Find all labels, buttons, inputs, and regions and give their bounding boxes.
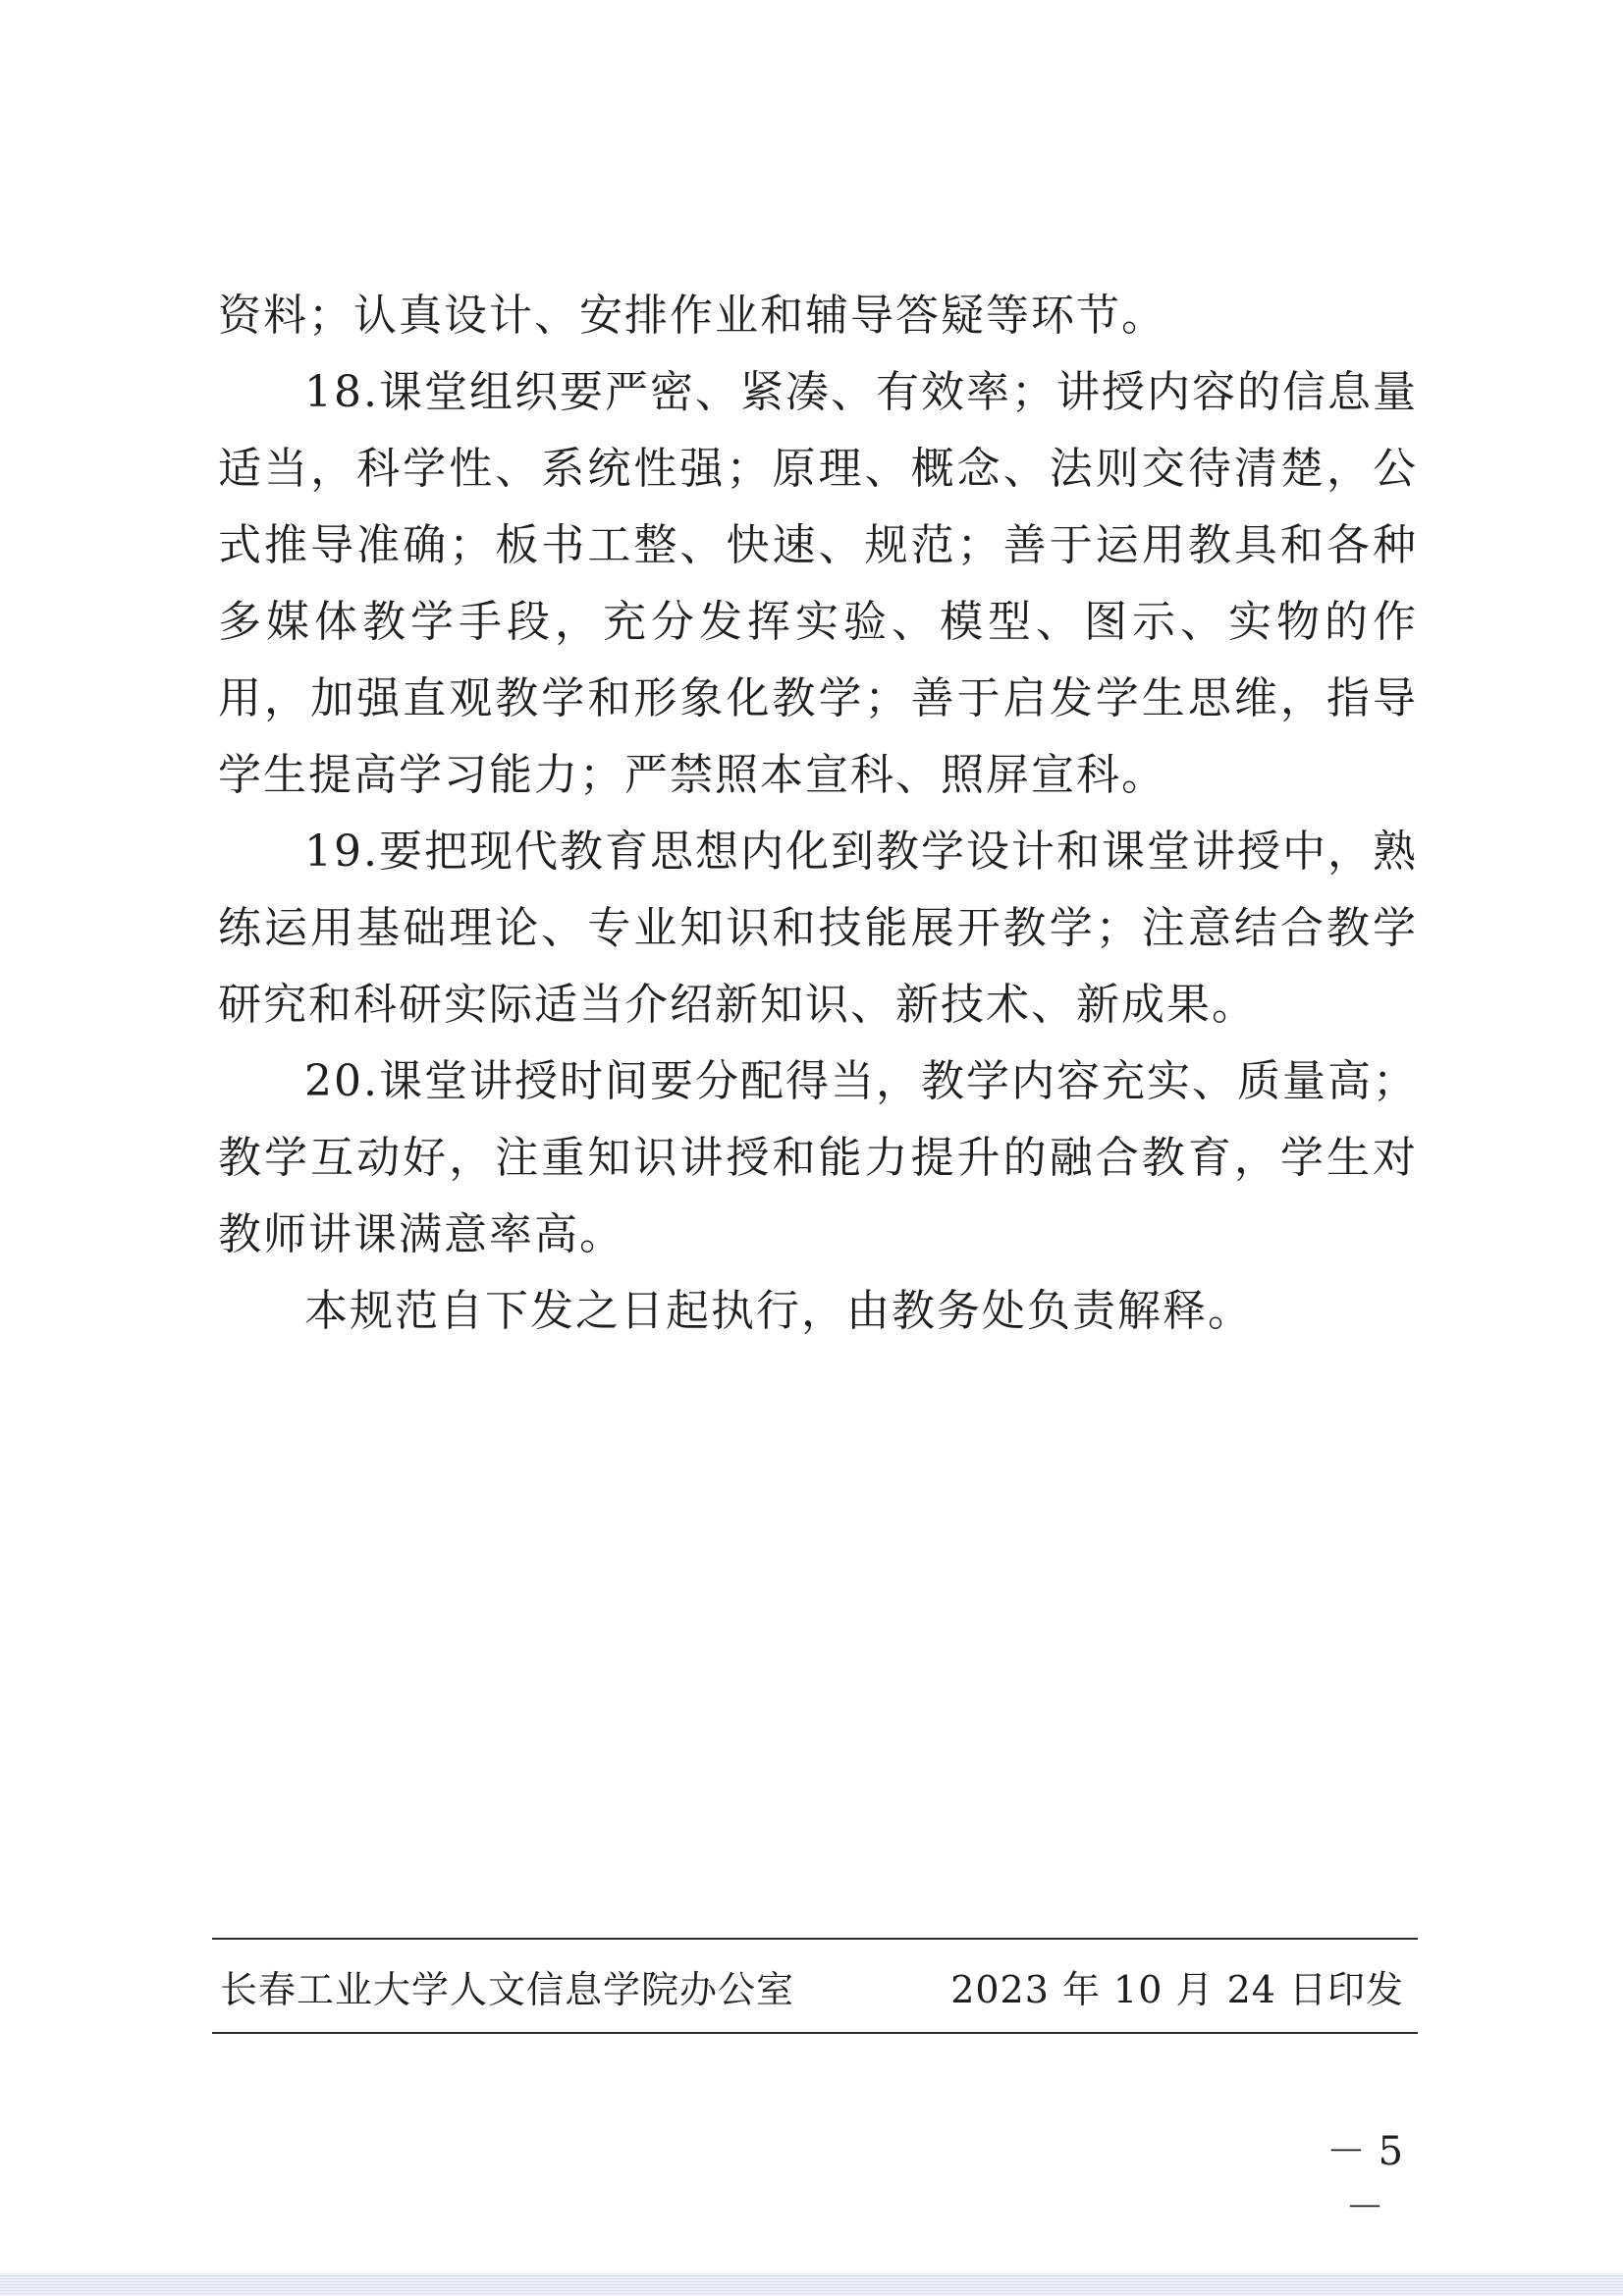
paragraph-item-20: 20.课堂讲授时间要分配得当，教学内容充实、质量高；教学互动好，注重知识讲授和能力提升的融合教育，学生对教师讲课满意率高。 xyxy=(218,1056,1418,1259)
imprint-block xyxy=(212,1938,1418,2034)
document-body xyxy=(218,278,1418,1350)
paragraph-item-18: 18.课堂组织要严密、紧凑、有效率；讲授内容的信息量适当，科学性、系统性强；原理、概念、法则交待清楚，公式推导准确；板书工整、快速、规范；善于运用教具和各种多媒体教学手段，充分发挥实验、模型、图示、实物的作用，加强直观教学和形象化教学；善于启发学生思维，指导学生提高学习能力；严禁照本宣科、照屏宣科。 xyxy=(218,367,1418,800)
paragraph-item-19: 19.要把现代教育思想内化到教学设计和课堂讲授中，熟练运用基础理论、专业知识和技能展开教学；注意结合教学研究和科研实际适当介绍新知识、新技术、新成果。 xyxy=(218,827,1418,1030)
issue-date: 2023 年 10 月 24 日印发 xyxy=(950,1968,1404,2011)
scan-edge-band xyxy=(0,2273,1623,2296)
issuing-office: 长春工业大学人文信息学院办公室 xyxy=(220,1968,795,2011)
page-number: － 5 － xyxy=(1325,2129,1404,2230)
paragraph-continued: 资料；认真设计、安排作业和辅导答疑等环节。 xyxy=(218,291,1166,341)
closing-statement: 本规范自下发之日起执行，由教务处负责解释。 xyxy=(304,1286,1253,1336)
